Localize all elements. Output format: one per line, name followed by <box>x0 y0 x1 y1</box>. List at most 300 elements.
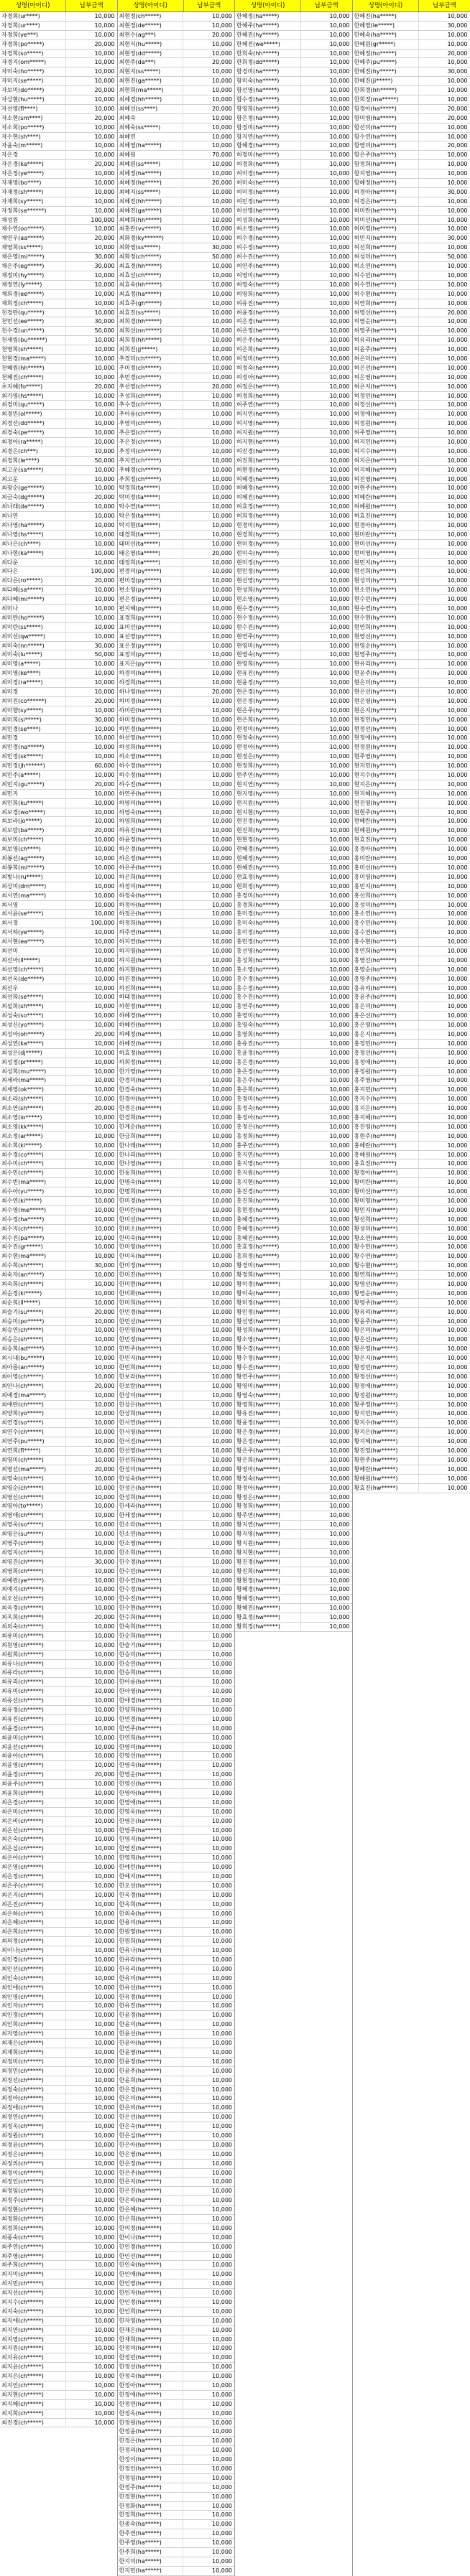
donor-name: 최화영(ss*****) <box>118 243 184 252</box>
donor-name: 태미선(ta*****) <box>118 540 184 549</box>
column-header <box>0 0 117 12</box>
donor-amount: 10,000 <box>183 2030 234 2038</box>
donor-name: 하지연(ha*****) <box>118 938 184 946</box>
donor-amount: 10,000 <box>183 207 234 215</box>
table-row <box>118 1770 235 1780</box>
table-row <box>118 2391 235 2400</box>
donor-amount: 10,000 <box>183 1835 234 1844</box>
donor-amount: 10,000 <box>183 2206 234 2214</box>
table-row <box>353 531 470 540</box>
donor-amount: 10,000 <box>66 1373 117 1381</box>
donor-name: 한옥희(ha*****) <box>118 1900 184 1909</box>
donor-amount: 10,000 <box>419 752 470 761</box>
donor-amount: 10,000 <box>183 1456 234 1465</box>
donor-amount: 20,000 <box>66 383 117 391</box>
table-row <box>118 678 235 688</box>
donor-name: 한영아(ha*****) <box>118 1789 184 1798</box>
donor-amount: 10,000 <box>183 2372 234 2381</box>
header-name: 성명(아이디) <box>353 0 420 11</box>
table-row <box>118 642 235 651</box>
donor-name: 현성희(hy*****) <box>235 586 301 594</box>
table-row <box>353 1373 470 1382</box>
donor-name: 한미경(ha*****) <box>118 1197 184 1205</box>
donor-name: 한소영(ha*****) <box>118 1539 184 1548</box>
table-row <box>0 2317 117 2326</box>
donor-amount: 10,000 <box>419 1040 470 1048</box>
donor-amount: 10,000 <box>183 2326 234 2335</box>
donor-name: 최수민(ch*****) <box>0 1169 66 1177</box>
table-row <box>118 1261 235 1271</box>
table-row <box>118 1095 235 1104</box>
donor-amount: 10,000 <box>66 2261 117 2269</box>
table-row <box>0 650 117 660</box>
donor-name: 한연주(ha*****) <box>118 1725 184 1733</box>
donor-amount: 10,000 <box>183 2317 234 2325</box>
donor-amount: 10,000 <box>301 614 352 622</box>
donor-name: 허지현(he*****) <box>235 438 301 447</box>
donor-name: 최효숙(hh*****) <box>118 281 184 289</box>
donor-amount: 10,000 <box>301 1068 352 1076</box>
donor-name: 허혜경(he*****) <box>235 475 301 484</box>
donor-amount: 10,000 <box>419 919 470 928</box>
donor-name: 황성미(hw*****) <box>353 1225 419 1233</box>
donor-name: 홍수경(ho*****) <box>235 975 301 984</box>
table-row <box>235 179 352 188</box>
donor-name: 한승연(ha*****) <box>118 1660 184 1669</box>
table-row <box>118 1678 235 1687</box>
donor-name: 최지숙(ch*****) <box>0 2307 66 2316</box>
table-row <box>0 1928 117 1937</box>
donor-name: 홍연희(ho*****) <box>353 947 419 956</box>
table-row <box>235 1317 352 1327</box>
donor-name: 최서윤(se*****) <box>0 910 66 918</box>
table-row <box>353 854 470 864</box>
table-row <box>353 752 470 762</box>
donor-amount: 10,000 <box>183 1373 234 1381</box>
donor-name: 천혜진(ch*****) <box>0 373 66 382</box>
donor-amount: 10,000 <box>419 1104 470 1113</box>
donor-amount: 10,000 <box>183 2132 234 2140</box>
table-row <box>0 1178 117 1187</box>
donor-name: 자경희(ye***) <box>0 31 66 39</box>
donor-amount: 10,000 <box>419 1142 470 1150</box>
table-row <box>0 114 117 123</box>
donor-name: 현희정(hy*****) <box>235 882 301 891</box>
donor-amount: 10,000 <box>419 586 470 594</box>
donor-name: 최은아(ch*****) <box>0 1854 66 1862</box>
donor-amount: 10,000 <box>66 2381 117 2390</box>
donor-name: 함정미(ha*****) <box>235 123 301 132</box>
donor-name: 한영진(ha*****) <box>118 1844 184 1853</box>
table-row <box>0 281 117 290</box>
table-row <box>235 984 352 994</box>
table-row <box>0 1817 117 1826</box>
table-row <box>353 826 470 836</box>
donor-name: 홍수현(ho*****) <box>353 938 419 946</box>
donor-amount: 10,000 <box>66 2058 117 2066</box>
donor-amount: 10,000 <box>66 725 117 734</box>
donor-amount: 10,000 <box>183 2270 234 2279</box>
donor-amount: 20,000 <box>66 1613 117 1622</box>
donor-name: 허진희(he*****) <box>235 457 301 465</box>
donor-name: 최정임(ch*****) <box>0 2187 66 2195</box>
donor-amount: 10,000 <box>301 336 352 345</box>
donor-amount: 10,000 <box>66 864 117 872</box>
donor-name: 최정의(ch*****) <box>0 2160 66 2168</box>
donor-name: 황미경(hw*****) <box>235 1280 301 1289</box>
donor-name: 한인자(ha*****) <box>118 2289 184 2297</box>
donor-name: 하정희(ha*****) <box>118 919 184 928</box>
table-row <box>0 919 117 928</box>
table-row <box>353 873 470 882</box>
table-row <box>353 771 470 780</box>
donor-amount: 10,000 <box>183 1956 234 1964</box>
donor-amount: 10,000 <box>183 1725 234 1733</box>
table-row <box>235 1104 352 1114</box>
table-row <box>0 780 117 790</box>
table-row <box>118 1447 235 1456</box>
donor-amount: 10,000 <box>419 1076 470 1085</box>
table-row <box>353 864 470 873</box>
donor-name: 현민지(hy*****) <box>353 559 419 567</box>
donor-amount: 10,000 <box>419 808 470 817</box>
table-row <box>0 669 117 678</box>
donor-amount: 10,000 <box>419 410 470 419</box>
donor-amount: 10,000 <box>183 216 234 225</box>
donor-amount: 10,000 <box>301 1493 352 1502</box>
donor-name: 하지현(ha*****) <box>118 966 184 974</box>
donor-name: 현경미(hy*****) <box>235 521 301 530</box>
donor-name: 홍영숙(ho*****) <box>235 1021 301 1030</box>
donor-name: 한영신(ha*****) <box>118 1780 184 1788</box>
donor-name: 자재희(sy*****) <box>0 197 66 206</box>
table-row <box>0 1280 117 1289</box>
table-row <box>0 1335 117 1345</box>
donor-name: 최민주(a*****) <box>0 771 66 780</box>
donor-name: 최보경(wo*****) <box>0 808 66 817</box>
donor-amount: 10,000 <box>301 623 352 632</box>
table-row <box>353 95 470 105</box>
table-row <box>235 1068 352 1077</box>
table-row <box>118 1511 235 1521</box>
donor-amount: 10,000 <box>301 1142 352 1150</box>
donor-name: 허주영(he*****) <box>353 429 419 437</box>
table-row <box>353 808 470 818</box>
donor-name: 하혜진(ha*****) <box>118 1040 184 1048</box>
donor-name: 황연주(hw*****) <box>235 1373 301 1381</box>
donor-amount: 10,000 <box>183 1910 234 1918</box>
donor-name: 함은정(ha*****) <box>235 114 301 123</box>
donor-amount: 10,000 <box>183 2048 234 2057</box>
donor-name: 채영희(ss*****) <box>0 243 66 252</box>
donor-name: 황성희(hw*****) <box>235 1326 301 1335</box>
table-row <box>353 1169 470 1178</box>
donor-amount: 10,000 <box>66 1289 117 1298</box>
table-row <box>0 882 117 892</box>
table-row <box>353 678 470 688</box>
donor-name: 허수진(he*****) <box>235 253 301 261</box>
table-row <box>0 984 117 994</box>
donor-name: 허정희(he*****) <box>235 392 301 401</box>
donor-name: 최민정(sk*****) <box>0 752 66 761</box>
table-row <box>353 364 470 373</box>
donor-name: 최혜희(hh*****) <box>118 216 184 225</box>
donor-name: 현미숙(hy*****) <box>235 549 301 558</box>
donor-name: 허유리(he*****) <box>353 336 419 345</box>
donor-name: 하혜정(ha*****) <box>118 1030 184 1039</box>
donor-name: 한원영(ha*****) <box>118 1928 184 1936</box>
donor-name: 홍지수(ho*****) <box>353 1095 419 1103</box>
donor-amount: 10,000 <box>301 1114 352 1122</box>
table-row <box>118 975 235 984</box>
donor-name: 하미정(ha*****) <box>118 716 184 724</box>
donor-amount: 10,000 <box>183 2178 234 2186</box>
donor-amount: 10,000 <box>419 790 470 798</box>
donor-name: 자경희(ur****) <box>0 12 66 21</box>
table-row <box>353 345 470 355</box>
donor-name: 한예린(ha*****) <box>118 1863 184 1872</box>
donor-amount: 10,000 <box>66 1993 117 2002</box>
donor-amount: 10,000 <box>183 2409 234 2418</box>
table-row <box>0 216 117 225</box>
donor-name: 함지영(ha*****) <box>353 169 419 178</box>
donor-amount: 10,000 <box>66 586 117 594</box>
table-row <box>353 1243 470 1252</box>
table-row <box>353 1225 470 1234</box>
table-row <box>235 1252 352 1261</box>
donor-name: 허현주(he*****) <box>353 484 419 493</box>
table-row <box>0 1382 117 1391</box>
donor-name: 최연수(ch*****) <box>0 1428 66 1437</box>
table-row <box>118 512 235 521</box>
donor-name: 현수진(hy*****) <box>235 623 301 632</box>
donor-amount: 10,000 <box>183 429 234 437</box>
table-row <box>235 1437 352 1447</box>
donor-amount: 10,000 <box>419 1234 470 1243</box>
table-row <box>118 345 235 355</box>
donor-amount: 10,000 <box>301 309 352 317</box>
donor-name: 홍지민(ho*****) <box>353 1086 419 1094</box>
donor-amount: 10,000 <box>419 1187 470 1196</box>
donor-amount: 20,000 <box>66 1104 117 1113</box>
donor-name: 자정희(sa******) <box>0 207 66 215</box>
donor-amount: 10,000 <box>183 327 234 335</box>
donor-name: 최인경(ch*****) <box>0 1956 66 1964</box>
table-row <box>235 549 352 559</box>
donor-amount: 10,000 <box>419 633 470 641</box>
donor-name: 황영미(hw*****) <box>235 1382 301 1391</box>
donor-name: 한나영(ha*****) <box>118 1159 184 1168</box>
donor-amount: 10,000 <box>301 1363 352 1372</box>
table-row <box>118 114 235 123</box>
table-row <box>118 1632 235 1641</box>
donor-amount: 10,000 <box>419 271 470 280</box>
donor-name: 최지현(ch*****) <box>0 2391 66 2399</box>
donor-amount: 10,000 <box>66 2298 117 2307</box>
table-row <box>118 484 235 493</box>
donor-amount: 10,000 <box>66 540 117 549</box>
donor-amount: 10,000 <box>301 826 352 835</box>
donor-amount: 10,000 <box>301 1271 352 1279</box>
donor-name: 최정민(ch*****) <box>0 2067 66 2076</box>
table-row <box>235 752 352 762</box>
donor-name: 최정인(ch*****) <box>0 2178 66 2186</box>
donor-name: 한윤희(ha*****) <box>118 2076 184 2085</box>
donor-amount: 10,000 <box>183 1549 234 1557</box>
donor-amount: 10,000 <box>183 1159 234 1168</box>
donor-amount: 10,000 <box>183 892 234 900</box>
donor-amount: 10,000 <box>66 2169 117 2178</box>
donor-name: 황윤주(hw*****) <box>353 1317 419 1326</box>
table-row <box>118 549 235 559</box>
table-row <box>0 2011 117 2020</box>
donor-name: 홍은경(ho*****) <box>235 1058 301 1067</box>
donor-amount: 10,000 <box>183 1965 234 1974</box>
donor-amount: 10,000 <box>183 345 234 354</box>
donor-amount: 10,000 <box>66 1493 117 1502</box>
donor-amount: 10,000 <box>183 2039 234 2048</box>
donor-name: 최윤경(ch*****) <box>0 1725 66 1733</box>
table-row <box>353 373 470 383</box>
donor-name: 최유리(ch*****) <box>0 1678 66 1686</box>
donor-amount: 10,000 <box>301 633 352 641</box>
donor-amount: 10,000 <box>183 919 234 928</box>
donor-name: 최주영(ch*****) <box>0 2252 66 2261</box>
table-row <box>0 1687 117 1697</box>
donor-name: 최다은(ro*****) <box>0 577 66 585</box>
donor-name: 하연주(ha*****) <box>118 790 184 798</box>
donor-name: 한은아(ha*****) <box>118 2141 184 2150</box>
donor-amount: 10,000 <box>419 1159 470 1168</box>
table-row <box>0 817 117 826</box>
table-row <box>0 1428 117 1437</box>
table-row <box>235 253 352 262</box>
table-row <box>118 650 235 660</box>
donor-name: 허경아(he*****) <box>353 188 419 197</box>
donor-name: 최은지(ch*****) <box>0 1891 66 1900</box>
donor-name: 한종숙(ha*****) <box>118 2520 184 2529</box>
donor-amount: 10,000 <box>419 725 470 734</box>
table-row <box>235 808 352 818</box>
table-row <box>353 1401 470 1410</box>
table-row <box>235 688 352 697</box>
donor-amount: 10,000 <box>419 419 470 428</box>
donor-amount: 10,000 <box>419 475 470 484</box>
donor-name: 최혜진(ga*****) <box>118 207 184 215</box>
table-row <box>235 559 352 568</box>
table-row <box>0 633 117 642</box>
donor-amount: 10,000 <box>66 1835 117 1844</box>
donor-name: 현영숙(hy*****) <box>235 650 301 659</box>
donor-name: 현혜진(hy*****) <box>235 864 301 872</box>
donor-name: 최수영(me*****) <box>0 1206 66 1215</box>
table-row <box>353 919 470 928</box>
donor-name: 한수연(ha*****) <box>118 1577 184 1585</box>
table-row <box>235 141 352 151</box>
donor-amount: 10,000 <box>419 299 470 308</box>
donor-name: 최정연(ch*****) <box>0 2113 66 2122</box>
donor-amount: 10,000 <box>183 188 234 197</box>
donor-amount: 10,000 <box>301 169 352 178</box>
donor-name: 최정애(ch*****) <box>0 2104 66 2112</box>
donor-name: 최지은(ch*****) <box>0 2372 66 2381</box>
donor-name: 함영희(ha*****) <box>235 105 301 113</box>
donor-amount: 10,000 <box>419 160 470 169</box>
donor-name: 최주희(ch*****) <box>0 2261 66 2269</box>
donor-amount: 10,000 <box>301 188 352 197</box>
donor-amount: 10,000 <box>301 1530 352 1539</box>
table-row <box>118 1604 235 1613</box>
donor-amount: 10,000 <box>301 281 352 289</box>
donor-amount: 10,000 <box>419 540 470 549</box>
donor-name: 한인숙(ha*****) <box>118 2261 184 2269</box>
donor-name: 황영숙(hw*****) <box>235 1391 301 1400</box>
donor-name: 자윤숙(m*****) <box>0 141 66 150</box>
donor-name: 홍주영(ho*****) <box>353 1076 419 1085</box>
table-row <box>0 12 117 22</box>
donor-name: 최유미(ch*****) <box>0 1687 66 1696</box>
donor-amount: 10,000 <box>301 1428 352 1437</box>
donor-amount: 10,000 <box>183 947 234 956</box>
table-row <box>235 317 352 327</box>
donor-amount: 10,000 <box>183 1872 234 1881</box>
donor-amount: 10,000 <box>183 1734 234 1742</box>
table-row <box>353 512 470 521</box>
donor-name: 한숙희(ha*****) <box>118 1623 184 1631</box>
table-row <box>353 1289 470 1299</box>
donor-amount: 10,000 <box>66 2363 117 2371</box>
donor-amount: 10,000 <box>66 2020 117 2029</box>
table-row <box>235 966 352 975</box>
table-row <box>118 1743 235 1753</box>
donor-amount: 10,000 <box>66 2335 117 2344</box>
donor-amount: 10,000 <box>183 281 234 289</box>
donor-name: 한순희(ha*****) <box>118 1632 184 1641</box>
donor-amount: 10,000 <box>301 873 352 882</box>
donor-name: 최혜숙 <box>118 114 184 123</box>
donor-amount: 10,000 <box>66 1021 117 1030</box>
donor-amount: 10,000 <box>66 1761 117 1770</box>
donor-name: 허은지(he*****) <box>353 383 419 391</box>
table-row <box>353 1271 470 1280</box>
donor-amount: 20,000 <box>66 577 117 585</box>
donor-amount: 10,000 <box>66 799 117 808</box>
donor-amount: 10,000 <box>419 290 470 299</box>
donor-name: 최화정(ch*****) <box>118 253 184 261</box>
table-row <box>118 559 235 568</box>
table-row <box>235 1363 352 1373</box>
donor-name: 최영숙(ch*****) <box>0 1475 66 1483</box>
table-row <box>0 1271 117 1280</box>
table-row <box>353 197 470 207</box>
donor-amount: 10,000 <box>66 771 117 780</box>
table-row <box>118 2298 235 2307</box>
donor-name: 허영숙(he*****) <box>235 281 301 289</box>
donor-amount: 10,000 <box>419 1215 470 1224</box>
donor-amount: 10,000 <box>66 1197 117 1205</box>
table-row <box>0 678 117 688</box>
donor-amount: 10,000 <box>301 1437 352 1446</box>
donor-amount: 10,000 <box>183 447 234 456</box>
table-row <box>118 503 235 512</box>
table-row <box>118 1577 235 1586</box>
donor-amount: 10,000 <box>66 95 117 104</box>
table-row <box>118 1086 235 1095</box>
donor-amount: 10,000 <box>301 688 352 696</box>
donor-name: 황주영(hw*****) <box>353 1401 419 1409</box>
donor-name: 표경희(py*****) <box>118 614 184 622</box>
table-row <box>118 938 235 947</box>
